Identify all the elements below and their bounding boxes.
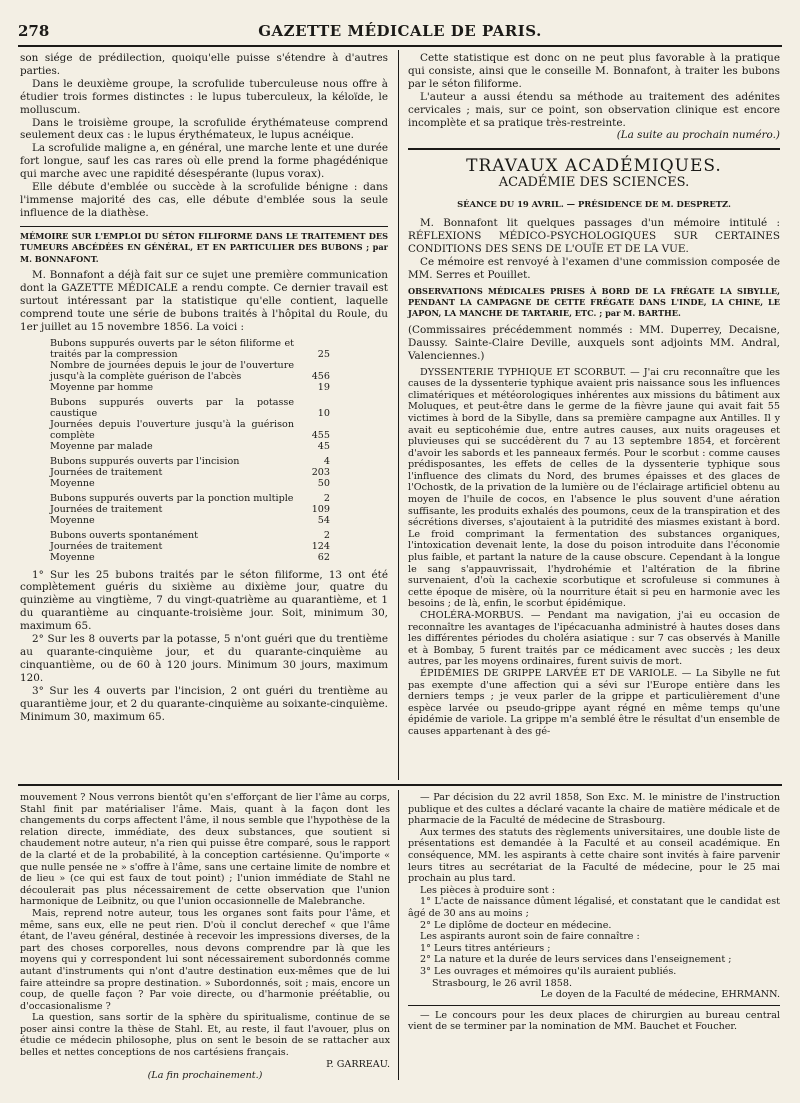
table-row [50,552,330,563]
stat-label: Bubons suppurés ouverts par le séton filiforme et traités par la compression [50,337,294,360]
end-note: (La fin prochainement.) [147,1070,263,1082]
column-divider [398,790,399,1080]
table-row [50,489,330,504]
list-item: 1° Leurs titres antérieurs ; [420,942,551,954]
paragraph: 2° Sur les 8 ouverts par la potasse, 5 n'ont guéri que du trentième au quarante-cinquième jour, et du quarante-cinquième au cinquantième, ou de 60 à 120 jours. Minimum 30 jours, maximum 120. [20,633,388,684]
stat-label: Journées de traitement [50,503,163,515]
table-row [50,393,330,419]
session-line: SÉANCE DU 19 AVRIL. — PRÉSIDENCE DE M. DESPRETZ. [457,199,731,210]
stat-label: Journées depuis l'ouverture jusqu'à la guérison complète [50,418,294,441]
table-row [50,382,330,393]
list-item: 2° Le diplôme de docteur en médecine. [420,919,612,931]
table-row [50,338,330,360]
stat-label: Moyenne [50,514,95,526]
table-row [50,360,330,382]
table-row [50,515,330,526]
stat-label: Bubons suppurés ouverts par la potasse caustique [50,396,294,419]
section-rule [20,226,388,227]
stat-value: 124 [311,540,330,552]
stat-value: 19 [317,381,330,393]
paragraph: Cette statistique est donc on ne peut plus favorable à la pratique qui consiste, ainsi que le conseille M. Bonnafont, à traiter les bubons par le séton filiforme. [408,52,780,90]
stat-label: Bubons ouverts spontanément [50,529,199,541]
article-heading: MÉMOIRE SUR L'EMPLOI DU SÉTON FILIFORME DANS LE TRAITEMENT DES TUMEURS ABCÉDÉES EN GÉNÉRAL, ET EN PARTICULIER DES BUBONS ; par M. BONNAFONT. [20,230,388,264]
stat-label: Moyenne [50,477,95,489]
paragraph: (Commissaires précédemment nommés : MM. Duperrey, Decaisne, Daussy. Sainte-Claire Deville, auxquels sont adjoints MM. Andral, Valenciennes.) [408,323,780,362]
stat-label: Moyenne par homme [50,381,154,393]
stat-label: Nombre de journées depuis le jour de l'ouverture jusqu'à la complète guérison de l'abcès [50,359,294,382]
paragraph: DYSSENTERIE TYPHIQUE ET SCORBUT. — J'ai cru reconnaître que les causes de la dyssenterie typhique avaient pris naissance sous les influences climatériques et météorologiques inhérentes aux missions du bâtiment aux Moluques, et peut-être dans le germe de la fièvre jaune qui avait fait 55 victimes à bord de la Sibylle, dans sa première campagne aux Antilles. Il y avait eu septicohémie due, entre autres causes, aux nuits orageuses et pluvieuses qui se succédèrent du 7 au 13 septembre 1854, et forcèrent d'avoir les sabords et les panneaux fermés. Pour le scorbut : comme causes prédisposantes, les effets de celles de la dyssenterie typhique sous l'influence des climats du Nord, des brumes épaisses et des glaces de l'Ochostk, de la privation de la lumière ou de l'éclairage artificiel obtenu au moyen de l'huile de cocos, en l'absence le plus souvent d'une aération suffisante, les produits exhalés des poumons, ceux de la transpiration et des sécrétions diverses, s'ajoutaient à la putridité des miasmes existant à bord. Le froid comprimant la fermentation des substances organiques, l'intoxication devenait lente, la dose du poison introduite dans l'économie plus faible, et partant la nature de la cause obscure. Cependant à la longue le sang s'appauvrissait, l'hydrohémie et l'altération de la fibrine survenaient, d'où la cachexie scorbutique et scrofuleuse si communes à cette époque de misère, où la nourriture était si peu en harmonie avec les besoins ; de là, enfin, le scorbut épidémique. [408,366,780,610]
paragraph: son siége de prédilection, quoiqu'elle puisse s'étendre à d'autres parties. [20,52,388,77]
section-subhead: ACADÉMIE DES SCIENCES. [498,175,690,191]
paragraph: M. Bonnafont lit quelques passages d'un mémoire intitulé : RÉFLEXIONS MÉDICO-PSYCHOLOGIQUES SUR CERTAINES CONDITIONS DES SENS DE L'OUÏE ET DE LA VUE. [408,217,780,255]
page-number: 278 [18,22,50,40]
stat-value: 4 [323,455,330,467]
bottom-right-column [408,792,780,1033]
paragraph: L'auteur a aussi étendu sa méthode au traitement des adénites cervicales ; mais, sur ce point, son observation clinique est encore incomplète et sa pratique très-restreinte. [408,90,780,129]
stat-value: 456 [311,370,330,382]
left-column [20,52,388,723]
signature: Le doyen de la Faculté de médecine, EHRMANN. [540,989,780,1001]
paragraph: La scrofulide maligne a, en général, une marche lente et une durée fort longue, sauf les cas rares où elle prend la forme phagédénique qui marche avec une rapidité désespérante (lupus vorax). [20,142,388,181]
continuation-note: (La suite au prochain numéro.) [616,129,780,142]
list-item: 3° Les ouvrages et mémoires qu'ils auraient publiés. [420,965,677,977]
section-headline: TRAVAUX ACADÉMIQUES. [466,156,722,177]
paragraph: 3° Sur les 4 ouverts par l'incision, 2 ont guéri du trentième au quarantième jour, et 2 du quarante-cinquième au soixante-cinquième. Minimum 30, maximum 65. [20,684,388,723]
table-row [50,541,330,552]
paragraph: M. Bonnafont a déjà fait sur ce sujet une première communication dont la GAZETTE MÉDICALE a rendu compte. Ce dernier travail est surtout intéressant par la statistique qu'elle contient, laquelle comprend toute une série de bubons traités à l'hôpital du Roule, du 1er juillet au 15 novembre 1856. La voici : [20,269,388,333]
stat-label: Bubons suppurés ouverts par l'incision [50,455,240,467]
table-row [50,441,330,452]
paragraph: — Par décision du 22 avril 1858, Son Exc. M. le ministre de l'instruction publique et des cultes a déclaré vacante la chaire de matière médicale et de pharmacie de la Faculté de médecine de Strasbourg. [408,792,780,827]
dateline: Strasbourg, le 26 avril 1858. [432,977,573,989]
column-divider [398,50,399,780]
header-rule [18,45,782,47]
paragraph: — Le concours pour les deux places de chirurgien au bureau central vient de se terminer par la nomination de MM. Bauchet et Foucher. [408,1009,780,1033]
stat-label: Moyenne par malade [50,440,153,452]
stat-label: Journées de traitement [50,466,163,478]
bottom-rule [18,784,782,786]
section-rule [408,148,780,150]
paragraph: Aux termes des statuts des règlements universitaires, une double liste de présentations est demandée à la Faculté et au conseil académique. En conséquence, MM. les aspirants à cette chaire sont invités à faire parvenir leurs titres au secrétariat de la Faculté de médecine, pour le 25 mai prochain au plus tard. [408,826,780,885]
stat-value: 203 [311,466,330,478]
table-row [50,526,330,541]
journal-title: GAZETTE MÉDICALE DE PARIS. [258,22,542,40]
stat-value: 45 [317,440,330,452]
paragraph: 1° Sur les 25 bubons traités par le séton filiforme, 13 ont été complètement guéris du sixième au dixième jour, quatre du quinzième au vingtième, 7 du vingt-quatrième au quarantième, et 1 du quarantième au cinquante-troisième jour. Soit, minimum 30, maximum 65. [20,568,388,633]
table-row [50,419,330,441]
stat-value: 10 [317,407,330,419]
paragraph: Dans le troisième groupe, la scrofulide érythémateuse comprend seulement deux cas : le lupus érythémateux, le lupus acnéique. [20,116,388,142]
section-rule [408,1005,780,1006]
table-row [50,504,330,515]
paragraph: Les pièces à produire sont : [420,884,555,896]
right-column [408,52,780,738]
list-item: 1° L'acte de naissance dûment légalisé, et constatant que le candidat est âgé de 30 ans au moins ; [408,896,780,919]
stat-label: Journées de traitement [50,540,163,552]
list-item: Les aspirants auront soin de faire connaître : [420,931,640,943]
paragraph: Ce mémoire est renvoyé à l'examen d'une commission composée de MM. Serres et Pouillet. [408,255,780,281]
table-row [50,478,330,489]
stat-value: 455 [311,429,330,441]
stat-value: 62 [317,551,330,563]
bottom-left-column [20,792,390,1082]
page-header [18,20,782,42]
table-row [50,467,330,478]
paragraph: Dans le deuxième groupe, la scrofulide tuberculeuse nous offre à étudier trois formes distinctes : le lupus tuberculeux, la kéloïde, le molluscum. [20,77,388,116]
paragraph: Mais, reprend notre auteur, tous les organes sont faits pour l'âme, et même, sans eux, elle ne peut rien. D'où il conclut derechef « que l'âme étant, de l'aveu général, destinée à recevoir les impressions diverses, de la part des choses corporelles, nous devons comprendre par là que les moyens qui y correspondent lui sont nécessairement subordonnés comme autant d'instruments qui n'ont d'autre destination eux-mêmes que de lui faire atteindre sa propre destination. » Subordonnés, soit ; mais, encore un coup, de quelle façon ? Par voie directe, ou d'harmonie préétablie, ou d'occasionalisme ? [20,907,390,1012]
signature: P. GARREAU. [326,1058,390,1070]
stat-label: Moyenne [50,551,95,563]
paragraph: CHOLÉRA-MORBUS. — Pendant ma navigation, j'ai eu occasion de reconnaître les avantages de l'ipécacuanha administré à hautes doses dans les différentes périodes du choléra asiatique : sur 7 cas observés à Manille et à Bombay, 5 furent traités par ce médicament avec succès ; les deux autres, par les moyens ordinaires, furent suivis de mort. [408,610,780,668]
paragraph: mouvement ? Nous verrons bientôt qu'en s'efforçant de lier l'âme au corps, Stahl finit par matérialiser l'âme. Mais, quant à la façon dont les changements du corps affectent l'âme, il nous semble que l'hypothèse de la relation directe, immédiate, des deux substances, que soutient si chaudement notre auteur, n'a rien qui puisse être comparé, sous le rapport de la clarté et de la probabilité, à la conception cartésienne. Qu'importe « que nulle pensée ne » s'offre à l'âme, sans une certaine limite de nombre et de lieu » (ce qui est faux de tout point) ; l'union immédiate de Stahl ne découlerait pas plus nécessairement de cette observation que l'union harmonique de Leibnitz, ou que l'union occasionnelle de Malebranche. [20,792,390,908]
paragraph: La question, sans sortir de la sphère du spiritualisme, continue de se poser ainsi contre la thèse de Stahl. Et, au reste, il faut l'avouer, plus on étudie ce médecin philosophe, plus on sent le besoin de se rattacher aux belles et nettes conceptions de nos cartésiens français. [20,1012,390,1059]
stat-value: 54 [317,514,330,526]
stat-value: 2 [323,492,330,504]
stat-value: 50 [317,477,330,489]
table-row [50,452,330,467]
paragraph: Elle débute d'emblée ou succède à la scrofulide bénigne : dans l'immense majorité des cas, elle débute d'emblée sous la seule influence de la diathèse. [20,181,388,219]
stat-value: 109 [311,503,330,515]
stat-label: Bubons suppurés ouverts par la ponction multiple [50,492,294,504]
article-heading: OBSERVATIONS MÉDICALES PRISES À BORD DE LA FRÉGATE LA SIBYLLE, PENDANT LA CAMPAGNE DE CETTE FRÉGATE DANS L'INDE, LA CHINE, LE JAPON, LA MANCHE DE TARTARIE, ETC. ; par M. BARTHE. [408,285,780,319]
stat-value: 2 [323,529,330,541]
paragraph: ÉPIDÉMIES DE GRIPPE LARVÉE ET DE VARIOLE. — La Sibylle ne fut pas exempte d'une affection qui a sévi sur l'Europe entière dans les derniers temps ; je veux parler de la grippe et particulièrement d'une espèce larvée ou pseudo-grippe ayant régné en même temps qu'une épidémie de variole. La grippe m'a semblé être le résultat d'un ensemble de causes appartenant à des gé- [408,667,780,737]
stat-value: 25 [317,348,330,360]
statistics-table [50,338,330,563]
list-item: 2° La nature et la durée de leurs services dans l'enseignement ; [420,954,732,966]
